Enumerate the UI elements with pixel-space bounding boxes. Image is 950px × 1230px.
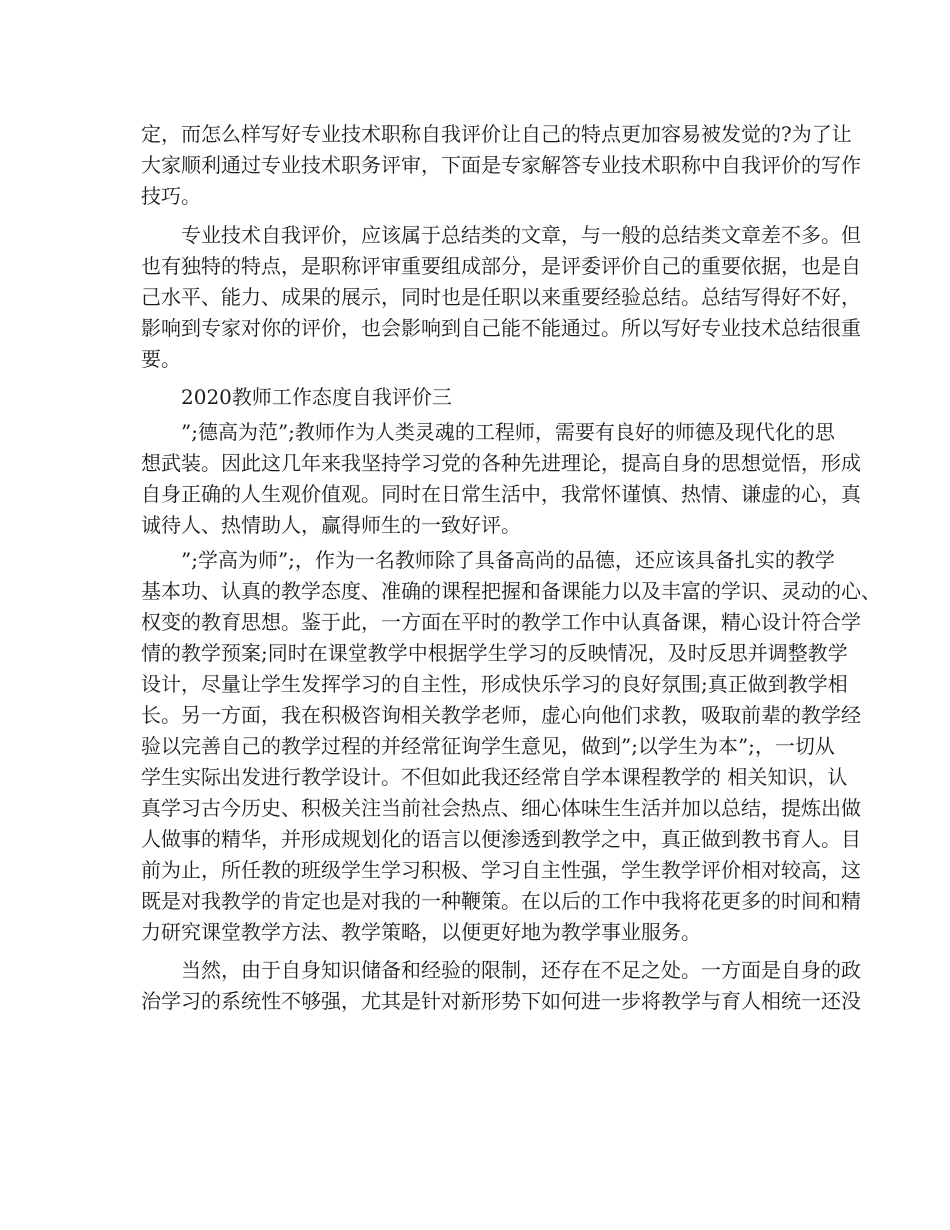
text-line: 基本功、认真的教学态度、准确的课程把握和备课能力以及丰富的学识、灵动的心、 [141,578,881,603]
text-line: 权变的教育思想。鉴于此，一方面在平时的教学工作中认真备课，精心设计符合学 [141,609,861,634]
text-line: 情的教学预案;同时在课堂教学中根据学生学习的反映情况，及时反思并调整教学 [141,640,848,665]
text-line: 力研究课堂教学方法、教学策略，以便更好地为教学事业服务。 [141,919,701,944]
text-line: 专业技术自我评价，应该属于总结类的文章，与一般的总结类文章差不多。但 [141,222,861,247]
text-line: 人做事的精华，并形成规划化的语言以便渗透到教学之中，真正做到教书育人。目 [141,826,861,851]
text-line: 想武装。因此这几年来我坚持学习党的各种先进理论，提高自身的思想觉悟，形成 [141,450,861,475]
text-line: 要。 [141,346,181,371]
text-line: 前为止，所任教的班级学生学习积极、学习自主性强，学生教学评价相对较高，这 [141,857,861,882]
paragraph [141,417,861,541]
document-body [141,119,881,1017]
text-line: 技巧。 [141,184,201,208]
text-line: 治学习的系统性不够强，尤其是针对新形势下如何进一步将教学与育人相统一还没 [141,989,861,1014]
text-line: ”;德高为范”;教师作为人类灵魂的工程师，需要有良好的师德及现代化的思 [141,419,835,444]
text-line: 当然，由于自身知识储备和经验的限制，还存在不足之处。一方面是自身的政 [141,958,861,983]
text-line: 既是对我教学的肯定也是对我的一种鞭策。在以后的工作中我将花更多的时间和精 [141,888,861,913]
text-line: 验以完善自己的教学过程的并经常征询学生意见，做到”;以学生为本”;，一切从 [141,733,835,758]
text-line: 影响到专家对你的评价，也会影响到自己能不能通过。所以写好专业技术总结很重 [141,315,861,340]
text-line: 学生实际出发进行教学设计。不但如此我还经常自学本课程教学的 相关知识，认 [141,764,848,789]
paragraph [141,545,881,948]
text-line: 设计，尽量让学生发挥学习的自主性，形成快乐学习的良好氛围;真正做到教学相 [141,671,848,696]
text-line: 自身正确的人生观价值观。同时在日常生活中，我常怀谨慎、热情、谦虚的心，真 [141,481,861,506]
text-line: 长。另一方面，我在积极咨询相关教学老师，虚心向他们求教，吸取前辈的教学经 [141,702,861,727]
text-line: 也有独特的特点，是职称评审重要组成部分，是评委评价自己的重要依据，也是自 [141,253,861,278]
text-line: 真学习古今历史、积极关注当前社会热点、细心体味生生活并加以总结，提炼出做 [141,795,861,820]
text-line: 诚待人、热情助人，赢得师生的一致好评。 [141,512,521,537]
section-heading [141,382,821,413]
heading-line: 2020教师工作态度自我评价三 [141,384,452,409]
text-line: 大家顺利通过专业技术职务评审，下面是专家解答专业技术职称中自我评价的写作 [141,153,861,177]
paragraph [141,119,861,212]
text-line: 己水平、能力、成果的展示，同时也是任职以来重要经验总结。总结写得好不好， [141,284,861,309]
text-line: 定，而怎么样写好专业技术职称自我评价让自己的特点更加容易被发觉的?为了让 [141,122,852,146]
text-line: ”;学高为师”;，作为一名教师除了具备高尚的品德，还应该具备扎实的教学 [141,547,835,572]
paragraph [141,955,861,1017]
paragraph [141,220,861,375]
